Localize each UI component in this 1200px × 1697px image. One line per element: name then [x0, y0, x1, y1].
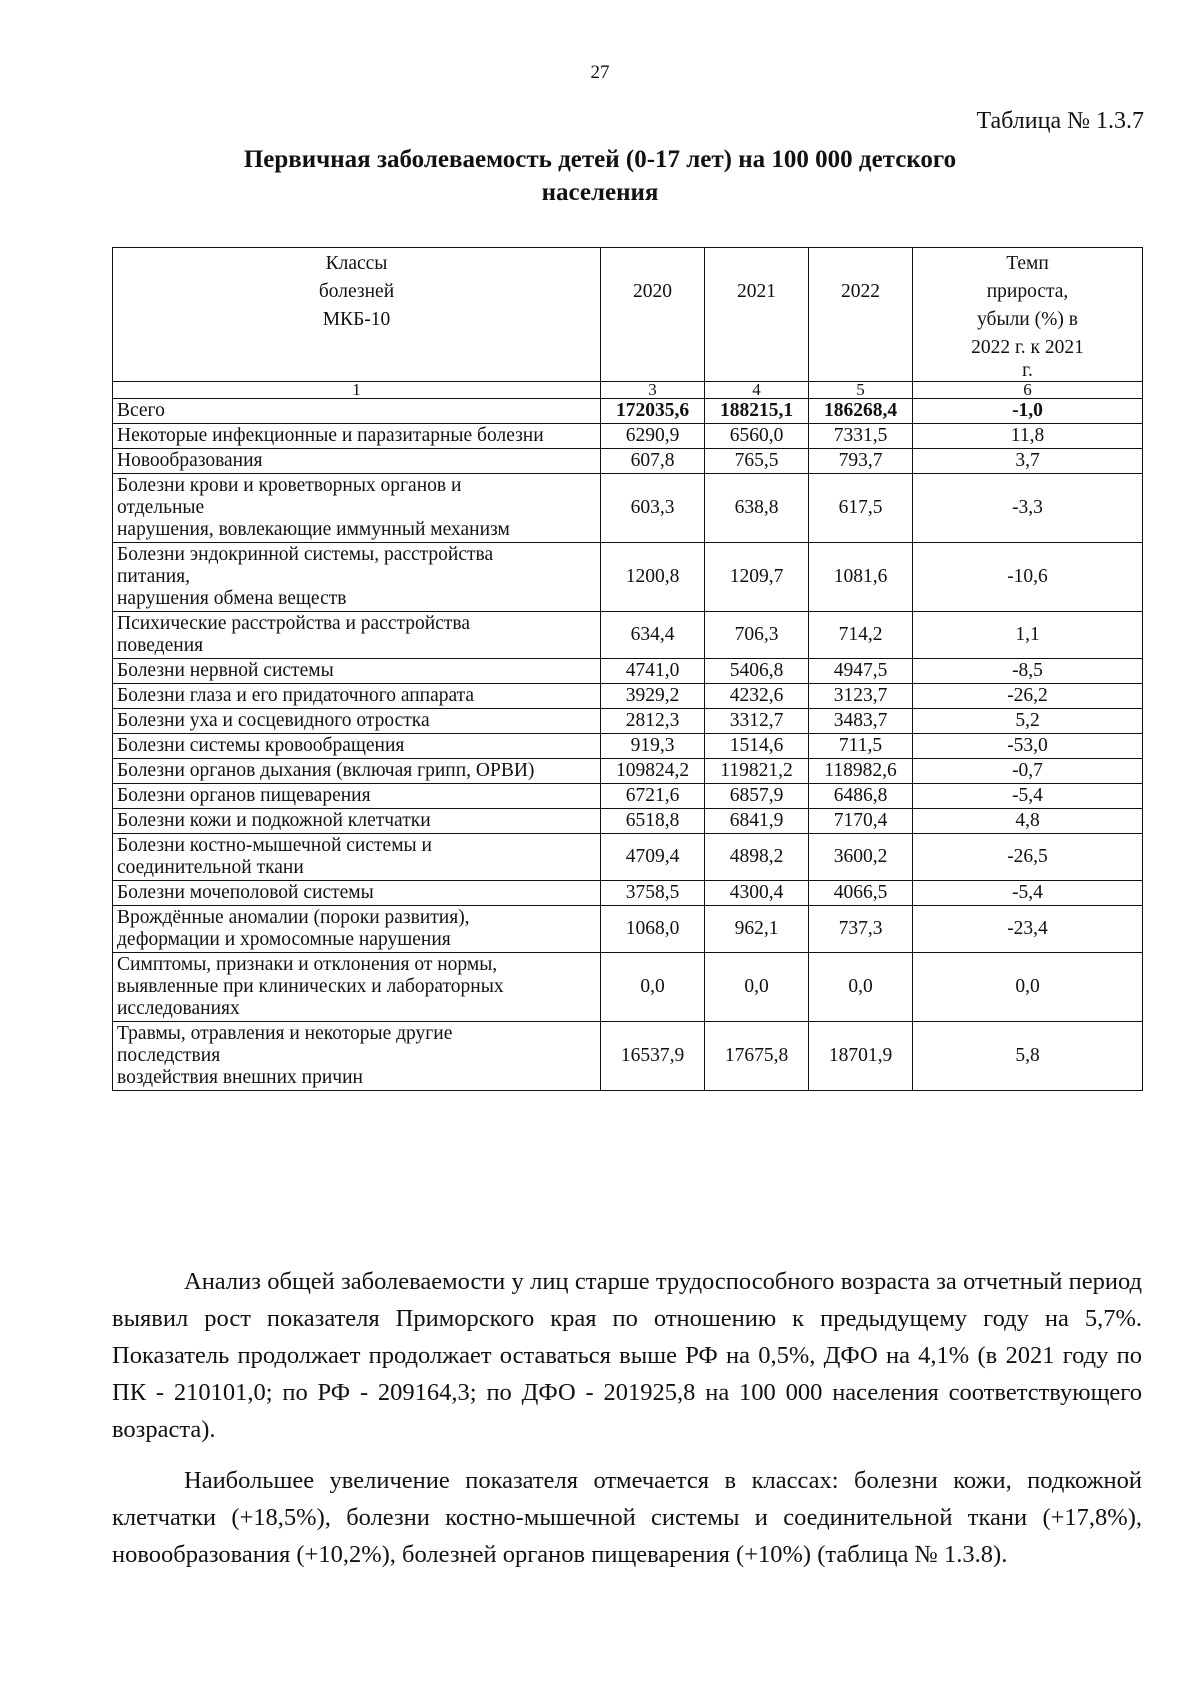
rate-value: -26,5	[913, 834, 1143, 881]
disease-class-name	[113, 1022, 601, 1091]
value-2022: 7170,4	[809, 809, 913, 834]
header-2020-label: 2020	[633, 281, 672, 302]
value-2021: 638,8	[705, 474, 809, 543]
disease-class-name	[113, 424, 601, 449]
disease-class-name	[113, 784, 601, 809]
morbidity-table	[112, 247, 1143, 1091]
rate-value: -5,4	[913, 881, 1143, 906]
disease-class-name-line: Болезни мочеполовой системы	[117, 882, 374, 903]
rate-value: -3,3	[913, 474, 1143, 543]
rate-value: -26,2	[913, 684, 1143, 709]
disease-class-name-line: последствия	[117, 1045, 221, 1066]
value-2021: 4898,2	[705, 834, 809, 881]
table-row	[113, 759, 1143, 784]
table-row	[113, 881, 1143, 906]
header-rate-line: убыли (%) в	[977, 309, 1078, 330]
disease-class-name	[113, 906, 601, 953]
table-row	[113, 684, 1143, 709]
value-2022: 1081,6	[809, 543, 913, 612]
value-2021: 962,1	[705, 906, 809, 953]
morbidity-table-container	[112, 247, 1142, 1091]
disease-class-name	[113, 659, 601, 684]
disease-class-name-line: поведения	[117, 635, 204, 656]
rate-value: 0,0	[913, 953, 1143, 1022]
rate-value: 5,2	[913, 709, 1143, 734]
disease-class-name-line: Болезни уха и сосцевидного отростка	[117, 710, 430, 731]
disease-class-name-line: Болезни нервной системы	[117, 660, 334, 681]
disease-class-name-line: Болезни глаза и его придаточного аппарата	[117, 685, 475, 706]
rate-value: 1,1	[913, 612, 1143, 659]
disease-class-name-line: Болезни органов дыхания (включая грипп, ОРВИ)	[117, 760, 535, 781]
disease-class-name	[113, 612, 601, 659]
value-2022: 711,5	[809, 734, 913, 759]
value-2021: 6857,9	[705, 784, 809, 809]
value-2022: 617,5	[809, 474, 913, 543]
table-row	[113, 612, 1143, 659]
disease-class-name	[113, 734, 601, 759]
disease-class-name-line: Болезни крови и кроветворных органов и	[117, 475, 462, 496]
header-rate-line: прироста,	[986, 281, 1069, 302]
value-2020: 1200,8	[601, 543, 705, 612]
column-number: 1	[113, 382, 601, 399]
value-2020: 1068,0	[601, 906, 705, 953]
rate-value: -5,4	[913, 784, 1143, 809]
value-2022: 3483,7	[809, 709, 913, 734]
value-2020: 3929,2	[601, 684, 705, 709]
disease-class-name	[113, 953, 601, 1022]
disease-class-name-line: исследованиях	[117, 998, 240, 1019]
disease-class-name-line: выявленные при клинических и лабораторных	[117, 976, 504, 997]
disease-class-name-line: воздействия внешних причин	[117, 1067, 363, 1088]
value-2020: 6290,9	[601, 424, 705, 449]
paragraph: Наибольшее увеличение показателя отмечается в классах: болезни кожи, подкожной клетчатки (+18,5%), болезни костно-мышечной системы и соединительной ткани (+17,8%), новообразования (+10,2%), болезней органов пищеварения (+10%) (таблица № 1.3.8).	[112, 1467, 1142, 1568]
value-2022: 0,0	[809, 953, 913, 1022]
value-2022: 793,7	[809, 449, 913, 474]
header-2022	[809, 248, 913, 382]
disease-class-name	[113, 684, 601, 709]
value-2021: 5406,8	[705, 659, 809, 684]
table-row	[113, 709, 1143, 734]
disease-class-name	[113, 709, 601, 734]
disease-class-name-line: Врождённые аномалии (пороки развития),	[117, 907, 470, 928]
table-header-row	[113, 248, 1143, 382]
value-2021: 0,0	[705, 953, 809, 1022]
title-line-1: Первичная заболеваемость детей (0-17 лет) на 100 000 детского	[243, 146, 957, 173]
header-classes-line: Классы	[325, 253, 388, 274]
disease-class-name-line: отдельные	[117, 497, 205, 518]
value-2020: 6518,8	[601, 809, 705, 834]
table-row	[113, 734, 1143, 759]
value-2020: 4709,4	[601, 834, 705, 881]
table-row	[113, 449, 1143, 474]
rate-value: 3,7	[913, 449, 1143, 474]
column-number: 3	[601, 382, 705, 399]
rate-value: -53,0	[913, 734, 1143, 759]
value-2022: 4947,5	[809, 659, 913, 684]
disease-class-name	[113, 834, 601, 881]
disease-class-name	[113, 759, 601, 784]
header-classes-line: болезней	[318, 281, 395, 302]
disease-class-name	[113, 881, 601, 906]
table-row	[113, 834, 1143, 881]
table-row	[113, 953, 1143, 1022]
disease-class-name-line: Травмы, отравления и некоторые другие	[117, 1023, 453, 1044]
column-number: 6	[913, 382, 1143, 399]
page-number: 27	[590, 62, 610, 83]
value-2021: 4232,6	[705, 684, 809, 709]
value-2022: 6486,8	[809, 784, 913, 809]
value-2021: 765,5	[705, 449, 809, 474]
table-row	[113, 784, 1143, 809]
disease-class-name-line: соединительной ткани	[117, 857, 304, 878]
title-line-2: населения	[541, 179, 659, 206]
rate-value: 11,8	[913, 424, 1143, 449]
value-2020: 172035,6	[601, 399, 705, 424]
disease-class-name-line: деформации и хромосомные нарушения	[117, 929, 451, 950]
table-row	[113, 906, 1143, 953]
value-2020: 6721,6	[601, 784, 705, 809]
value-2021: 6560,0	[705, 424, 809, 449]
value-2022: 3600,2	[809, 834, 913, 881]
disease-class-name	[113, 399, 601, 424]
disease-class-name-line: Болезни эндокринной системы, расстройства	[117, 544, 494, 565]
table-row	[113, 809, 1143, 834]
value-2020: 919,3	[601, 734, 705, 759]
rate-value: -0,7	[913, 759, 1143, 784]
rate-value: -23,4	[913, 906, 1143, 953]
value-2022: 7331,5	[809, 424, 913, 449]
value-2021: 3312,7	[705, 709, 809, 734]
disease-class-name-line: Психические расстройства и расстройства	[117, 613, 470, 634]
disease-class-name-line: Болезни костно-мышечной системы и	[117, 835, 432, 856]
disease-class-name	[113, 543, 601, 612]
header-2021	[705, 248, 809, 382]
column-number: 5	[809, 382, 913, 399]
table-row	[113, 659, 1143, 684]
disease-class-name-line: Симптомы, признаки и отклонения от нормы,	[117, 954, 498, 975]
rate-value: 4,8	[913, 809, 1143, 834]
header-2022-label: 2022	[841, 281, 880, 302]
analysis-text	[112, 1263, 1142, 1587]
disease-class-name-line: Болезни кожи и подкожной клетчатки	[117, 810, 431, 831]
header-classes-line: МКБ-10	[322, 309, 391, 330]
value-2020: 2812,3	[601, 709, 705, 734]
header-classes	[113, 248, 601, 382]
value-2021: 119821,2	[705, 759, 809, 784]
disease-class-name	[113, 809, 601, 834]
disease-class-name-line: Всего	[117, 400, 165, 421]
value-2022: 3123,7	[809, 684, 913, 709]
value-2020: 4741,0	[601, 659, 705, 684]
rate-value: 5,8	[913, 1022, 1143, 1091]
column-number: 4	[705, 382, 809, 399]
rate-value: -8,5	[913, 659, 1143, 684]
value-2020: 16537,9	[601, 1022, 705, 1091]
column-number-row	[113, 382, 1143, 399]
value-2020: 634,4	[601, 612, 705, 659]
header-rate-line: г.	[1022, 360, 1033, 381]
value-2020: 603,3	[601, 474, 705, 543]
value-2021: 1514,6	[705, 734, 809, 759]
disease-class-name-line: Болезни системы кровообращения	[117, 735, 405, 756]
value-2022: 118982,6	[809, 759, 913, 784]
header-2020	[601, 248, 705, 382]
header-rate	[913, 248, 1143, 382]
value-2021: 6841,9	[705, 809, 809, 834]
disease-class-name-line: нарушения обмена веществ	[117, 588, 347, 609]
value-2021: 188215,1	[705, 399, 809, 424]
table-label: Таблица № 1.3.7	[976, 108, 1144, 134]
value-2021: 706,3	[705, 612, 809, 659]
table-row	[113, 474, 1143, 543]
table-row	[113, 399, 1143, 424]
disease-class-name	[113, 449, 601, 474]
disease-class-name-line: Болезни органов пищеварения	[117, 785, 371, 806]
value-2020: 3758,5	[601, 881, 705, 906]
value-2021: 17675,8	[705, 1022, 809, 1091]
value-2022: 737,3	[809, 906, 913, 953]
disease-class-name-line: Новообразования	[117, 450, 263, 471]
value-2022: 18701,9	[809, 1022, 913, 1091]
value-2021: 4300,4	[705, 881, 809, 906]
value-2020: 109824,2	[601, 759, 705, 784]
value-2022: 186268,4	[809, 399, 913, 424]
rate-value: -10,6	[913, 543, 1143, 612]
header-rate-line: Темп	[1006, 253, 1049, 274]
rate-value: -1,0	[913, 399, 1143, 424]
value-2022: 4066,5	[809, 881, 913, 906]
table-row	[113, 543, 1143, 612]
disease-class-name-line: нарушения, вовлекающие иммунный механизм	[117, 519, 510, 540]
header-rate-line: 2022 г. к 2021	[971, 337, 1084, 358]
table-row	[113, 424, 1143, 449]
value-2020: 607,8	[601, 449, 705, 474]
value-2021: 1209,7	[705, 543, 809, 612]
table-title	[90, 143, 1110, 209]
value-2022: 714,2	[809, 612, 913, 659]
disease-class-name-line: питания,	[117, 566, 191, 587]
value-2020: 0,0	[601, 953, 705, 1022]
disease-class-name	[113, 474, 601, 543]
paragraph: Анализ общей заболеваемости у лиц старше трудоспособного возраста за отчетный период выявил рост показателя Приморского края по отношению к предыдущему году на 5,7%. Показатель продолжает продолжает оставаться выше РФ на 0,5%, ДФО на 4,1% (в 2021 году по ПК - 210101,0; по РФ - 209164,3; по ДФО - 201925,8 на 100 000 населения соответствующего возраста).	[112, 1268, 1142, 1443]
disease-class-name-line: Некоторые инфекционные и паразитарные болезни	[117, 425, 544, 446]
table-row	[113, 1022, 1143, 1091]
header-2021-label: 2021	[737, 281, 776, 302]
